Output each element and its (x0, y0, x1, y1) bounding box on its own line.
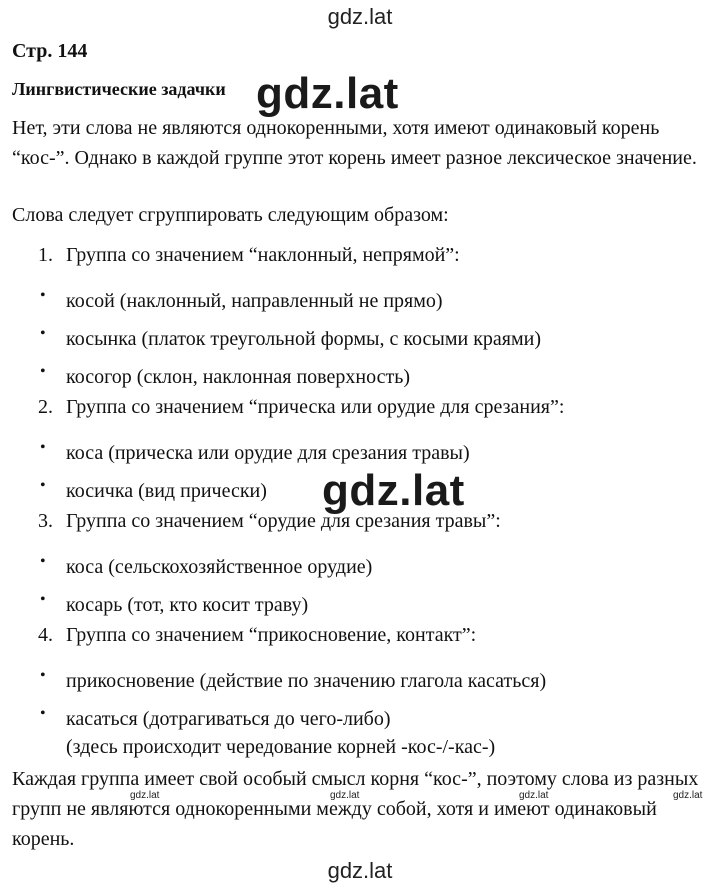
group-heading-text: Группа со значением “прикосновение, контакт”: (66, 624, 477, 646)
bullet-icon: • (40, 667, 46, 684)
watermark-small: gdz.lat (330, 790, 360, 801)
bullet-icon: • (40, 553, 46, 570)
watermark-top: gdz.lat (327, 4, 393, 29)
list-item-text (66, 705, 495, 761)
watermark-small: gdz.lat (130, 790, 160, 801)
group-heading (0, 240, 720, 278)
grouping-intro: Слова следует сгруппировать следующим образом: (12, 204, 449, 226)
watermark-large: gdz.lat (322, 466, 465, 515)
list-item (0, 658, 720, 696)
intro-paragraph: Нет, эти слова не являются однокоренными, хотя имеют одинаковый корень “кос-”. Однако в каждой группе этот корень имеет разное лексическое значение. (12, 117, 697, 169)
watermark-small: gdz.lat (519, 790, 549, 801)
conclusion-paragraph: Каждая группа имеет свой особый смысл корня “кос-”, поэтому слова из разных групп не являются однокоренными между собой, хотя и имеют одинаковый корень. (12, 768, 699, 850)
group-heading-text: Группа со значением “прическа или орудие для срезания”: (66, 396, 565, 418)
bullet-icon: • (40, 439, 46, 456)
list-item (0, 354, 720, 392)
group-heading (0, 392, 720, 430)
list-item (0, 278, 720, 316)
bullet-icon: • (40, 591, 46, 608)
list-item-text: косичка (вид прически) (66, 480, 267, 502)
list-item-text: косынка (платок треугольной формы, с косыми краями) (66, 328, 542, 350)
list-item-main: касаться (дотрагиваться до чего-либо) (66, 708, 391, 730)
list-item-text: коса (прическа или орудие для срезания травы) (66, 442, 470, 464)
group-number: 1. (38, 244, 53, 266)
list-item-text: прикосновение (действие по значению глагола касаться) (66, 670, 547, 692)
list-item (0, 696, 720, 758)
list-item (0, 544, 720, 582)
list-item (0, 430, 720, 468)
group-heading-text: Группа со значением “наклонный, непрямой”: (66, 244, 460, 266)
watermark-bottom: gdz.lat (327, 858, 393, 883)
list-item (0, 316, 720, 354)
list-item-text: косой (наклонный, направленный не прямо) (66, 290, 443, 312)
list-item-text: косарь (тот, кто косит траву) (66, 594, 309, 616)
group-heading (0, 620, 720, 658)
bullet-icon: • (40, 325, 46, 342)
bullet-icon: • (40, 477, 46, 494)
list-item (0, 582, 720, 620)
list-item-note: (здесь происходит чередование корней -кос-/-кас-) (66, 736, 496, 758)
watermark-large: gdz.lat (256, 69, 399, 118)
page-reference: Стр. 144 (12, 40, 88, 62)
group-heading-text: Группа со значением “орудие для срезания травы”: (66, 510, 501, 532)
section-title: Лингвистические задачки (12, 79, 226, 99)
bullet-icon: • (40, 287, 46, 304)
list-item-text: косогор (склон, наклонная поверхность) (66, 366, 410, 388)
group-number: 4. (38, 624, 53, 646)
watermark-small: gdz.lat (673, 790, 703, 801)
group-number: 3. (38, 510, 53, 532)
bullet-icon: • (40, 705, 46, 722)
list-item-text: коса (сельскохозяйственное орудие) (66, 556, 373, 578)
bullet-icon: • (40, 363, 46, 380)
group-number: 2. (38, 396, 53, 418)
